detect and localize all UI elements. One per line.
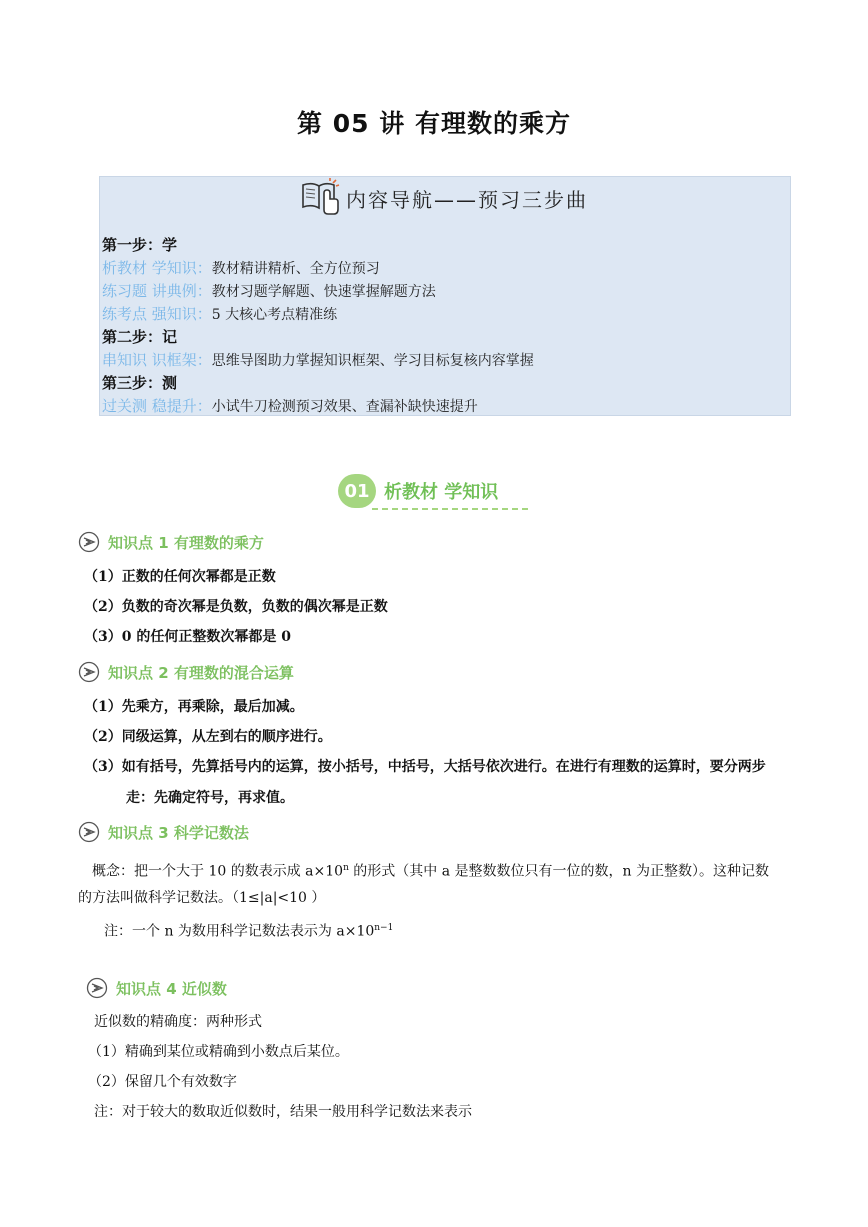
nav-row-1-desc: 教材精讲精析、全方位预习 — [211, 261, 380, 277]
nav-row-5 — [102, 395, 478, 418]
navigation-heading-text: 内容导航——预习三步曲 — [346, 187, 588, 212]
kp2-line-3: （3）如有括号，先算括号内的运算，按小括号，中括号，大括号依次进行。在进行有理数的运算时，要分两步 — [84, 759, 766, 775]
step-3-label: 第三步：测 — [102, 374, 178, 392]
section-header — [338, 474, 498, 508]
step-3-row — [102, 372, 177, 395]
nav-row-3-desc: 5 大核心考点精准练 — [211, 307, 338, 323]
nav-row-1-tag: 析教材 学知识： — [102, 259, 212, 277]
kp4-line-2: （1）精确到某位或精确到小数点后某位。 — [88, 1044, 349, 1060]
nav-row-2 — [102, 280, 436, 303]
nav-row-5-tag: 过关测 稳提升： — [102, 397, 212, 415]
nav-row-4-tag: 串知识 识框架： — [102, 351, 212, 369]
kp3-line-1-part-b: 的形式（其中 a 是整数数位只有一位的数，n 为正整数）。这种记数 — [348, 863, 770, 880]
step-2-label: 第二步：记 — [102, 328, 178, 346]
kp3-line-1-part-a: 概念：把一个大于 10 的数表示成 a×10 — [92, 863, 344, 880]
nav-row-3 — [102, 303, 337, 326]
kp3-exponent: n — [343, 863, 349, 873]
knowledge-point-3-header — [78, 819, 249, 845]
step-1-label: 第一步：学 — [102, 236, 178, 254]
arrow-circle-icon — [86, 977, 108, 999]
book-pointer-icon — [300, 177, 340, 219]
kp1-line-1: （1）正数的任何次幂都是正数 — [84, 569, 276, 585]
step-1-row — [102, 234, 177, 257]
kp3-note — [104, 918, 393, 942]
knowledge-point-1-title: 知识点 1 有理数的乘方 — [108, 533, 264, 552]
kp2-line-4: 走：先确定符号，再求值。 — [126, 790, 294, 806]
kp2-line-1: （1）先乘方，再乘除，最后加减。 — [84, 699, 304, 715]
nav-row-4 — [102, 349, 534, 372]
kp3-note-exponent: n−1 — [374, 923, 394, 933]
section-number-badge: 01 — [338, 474, 376, 508]
section-underline — [372, 508, 528, 510]
knowledge-point-4-header — [86, 975, 227, 1001]
kp2-line-2: （2）同级运算，从左到右的顺序进行。 — [84, 729, 332, 745]
page-title: 第 05 讲 有理数的乘方 — [297, 109, 571, 138]
kp3-line-1 — [92, 858, 769, 882]
knowledge-point-2-title: 知识点 2 有理数的混合运算 — [108, 663, 294, 682]
nav-row-2-desc: 教材习题学解题、快速掌握解题方法 — [211, 284, 436, 300]
nav-row-2-tag: 练习题 讲典例： — [102, 282, 212, 300]
kp4-line-1: 近似数的精确度：两种形式 — [94, 1014, 262, 1030]
knowledge-point-3-title: 知识点 3 科学记数法 — [108, 823, 249, 842]
nav-row-3-tag: 练考点 强知识： — [102, 305, 212, 323]
kp1-line-3: （3）0 的任何正整数次幂都是 0 — [84, 629, 291, 645]
knowledge-point-2-header — [78, 659, 294, 685]
knowledge-point-4-title: 知识点 4 近似数 — [116, 979, 227, 998]
kp3-note-text: 注：一个 n 为数用科学记数法表示为 a×10 — [104, 923, 375, 940]
arrow-circle-icon — [78, 661, 100, 683]
section-title: 析教材 学知识 — [384, 482, 499, 503]
arrow-circle-icon — [78, 821, 100, 843]
arrow-circle-icon — [78, 531, 100, 553]
nav-row-1 — [102, 257, 380, 280]
step-2-row — [102, 326, 177, 349]
kp1-line-2: （2）负数的奇次幂是负数，负数的偶次幂是正数 — [84, 599, 388, 615]
kp4-note: 注：对于较大的数取近似数时，结果一般用科学记数法来表示 — [94, 1104, 472, 1120]
nav-row-5-desc: 小试牛刀检测预习效果、查漏补缺快速提升 — [211, 399, 478, 415]
nav-row-4-desc: 思维导图助力掌握知识框架、学习目标复核内容掌握 — [211, 353, 534, 369]
knowledge-point-1-header — [78, 529, 264, 555]
navigation-heading — [300, 178, 588, 218]
kp3-line-2: 的方法叫做科学记数法。（1≤|a|<10 ） — [78, 890, 326, 906]
kp4-line-3: （2）保留几个有效数字 — [88, 1074, 237, 1090]
